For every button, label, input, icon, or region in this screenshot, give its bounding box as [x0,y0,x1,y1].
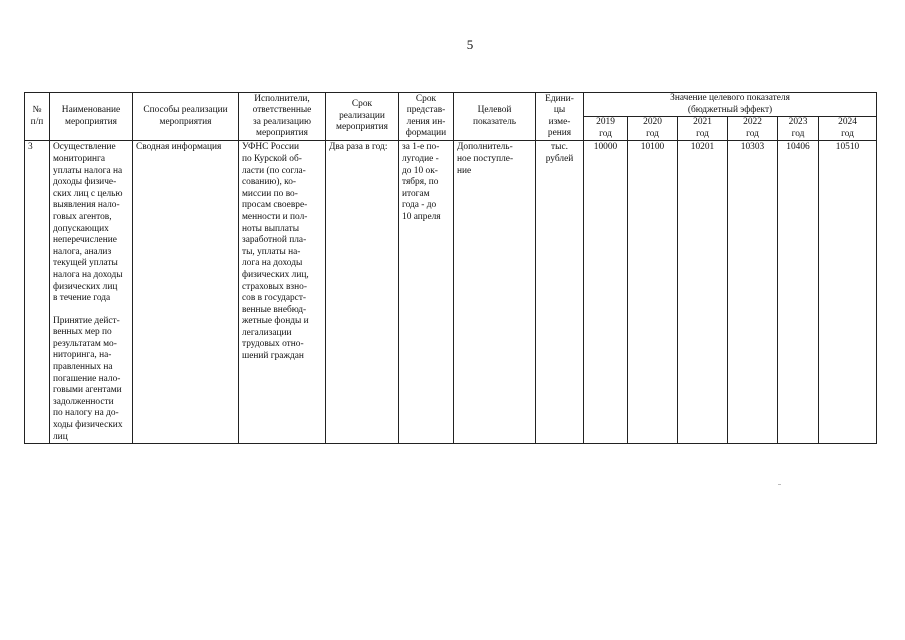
value-2023: 10406 [778,141,819,444]
header-num: № п/п [25,93,50,141]
page-number: 5 [466,37,474,52]
value-2024: 10510 [819,141,877,444]
row-unit: тыс. рублей [536,141,584,444]
row-name-part2: Принятие дейст- венных мер по результатам мо- ниторинга, на- правленных на погашение нало- говыми агентами задолженности по налогу на до- ходы физических лиц [53,315,123,442]
row-methods: Сводная информация [133,141,239,444]
header-year-2019: 2019 год [584,117,628,141]
header-executors: Исполнители, ответственные за реализацию мероприятия [239,93,326,141]
row-term: Два раза в год: [326,141,399,444]
row-target: Дополнитель- ное поступле- ние [454,141,536,444]
header-year-2024: 2024 год [819,117,877,141]
header-year-2022: 2022 год [728,117,778,141]
header-value-group: Значение целевого показателя (бюджетный эффект) [584,93,877,117]
scan-mark [778,484,781,485]
value-2019: 10000 [584,141,628,444]
row-report-term: за 1-е по- лугодие - до 10 ок- тября, по итогам года - до 10 апреля [399,141,454,444]
table-row [25,141,877,444]
header-year-2023: 2023 год [778,117,819,141]
row-executors: УФНС России по Курской об- ласти (по согла- сованию), ко- миссии по во- просам своевре- менности и пол- ноты выплаты заработной пла- ты, уплаты на- лога на доходы физических лиц, страховых взно- сов в государст- венные внебюд- жетные фонды и легализации трудовых отно- шений граждан [239,141,326,444]
measures-table [24,92,877,444]
header-methods: Способы реализации мероприятия [133,93,239,141]
row-num: 3 [25,141,50,444]
row-name [50,141,133,444]
header-year-2020: 2020 год [628,117,678,141]
header-unit: Едини- цы изме- рения [536,93,584,141]
value-2022: 10303 [728,141,778,444]
value-2020: 10100 [628,141,678,444]
header-target: Целевой показатель [454,93,536,141]
header-year-2021: 2021 год [678,117,728,141]
row-name-part1: Осуществление мониторинга уплаты налога на доходы физиче- ских лиц с целью выявления нало- говых агентов, допускающих неперечисление налога, анализ текущей уплаты налога на доходы физических лиц в течение года [53,142,123,304]
header-term: Срок реализации мероприятия [326,93,399,141]
header-report-term: Срок представ- ления ин- формации [399,93,454,141]
header-name: Наименование мероприятия [50,93,133,141]
value-2021: 10201 [678,141,728,444]
